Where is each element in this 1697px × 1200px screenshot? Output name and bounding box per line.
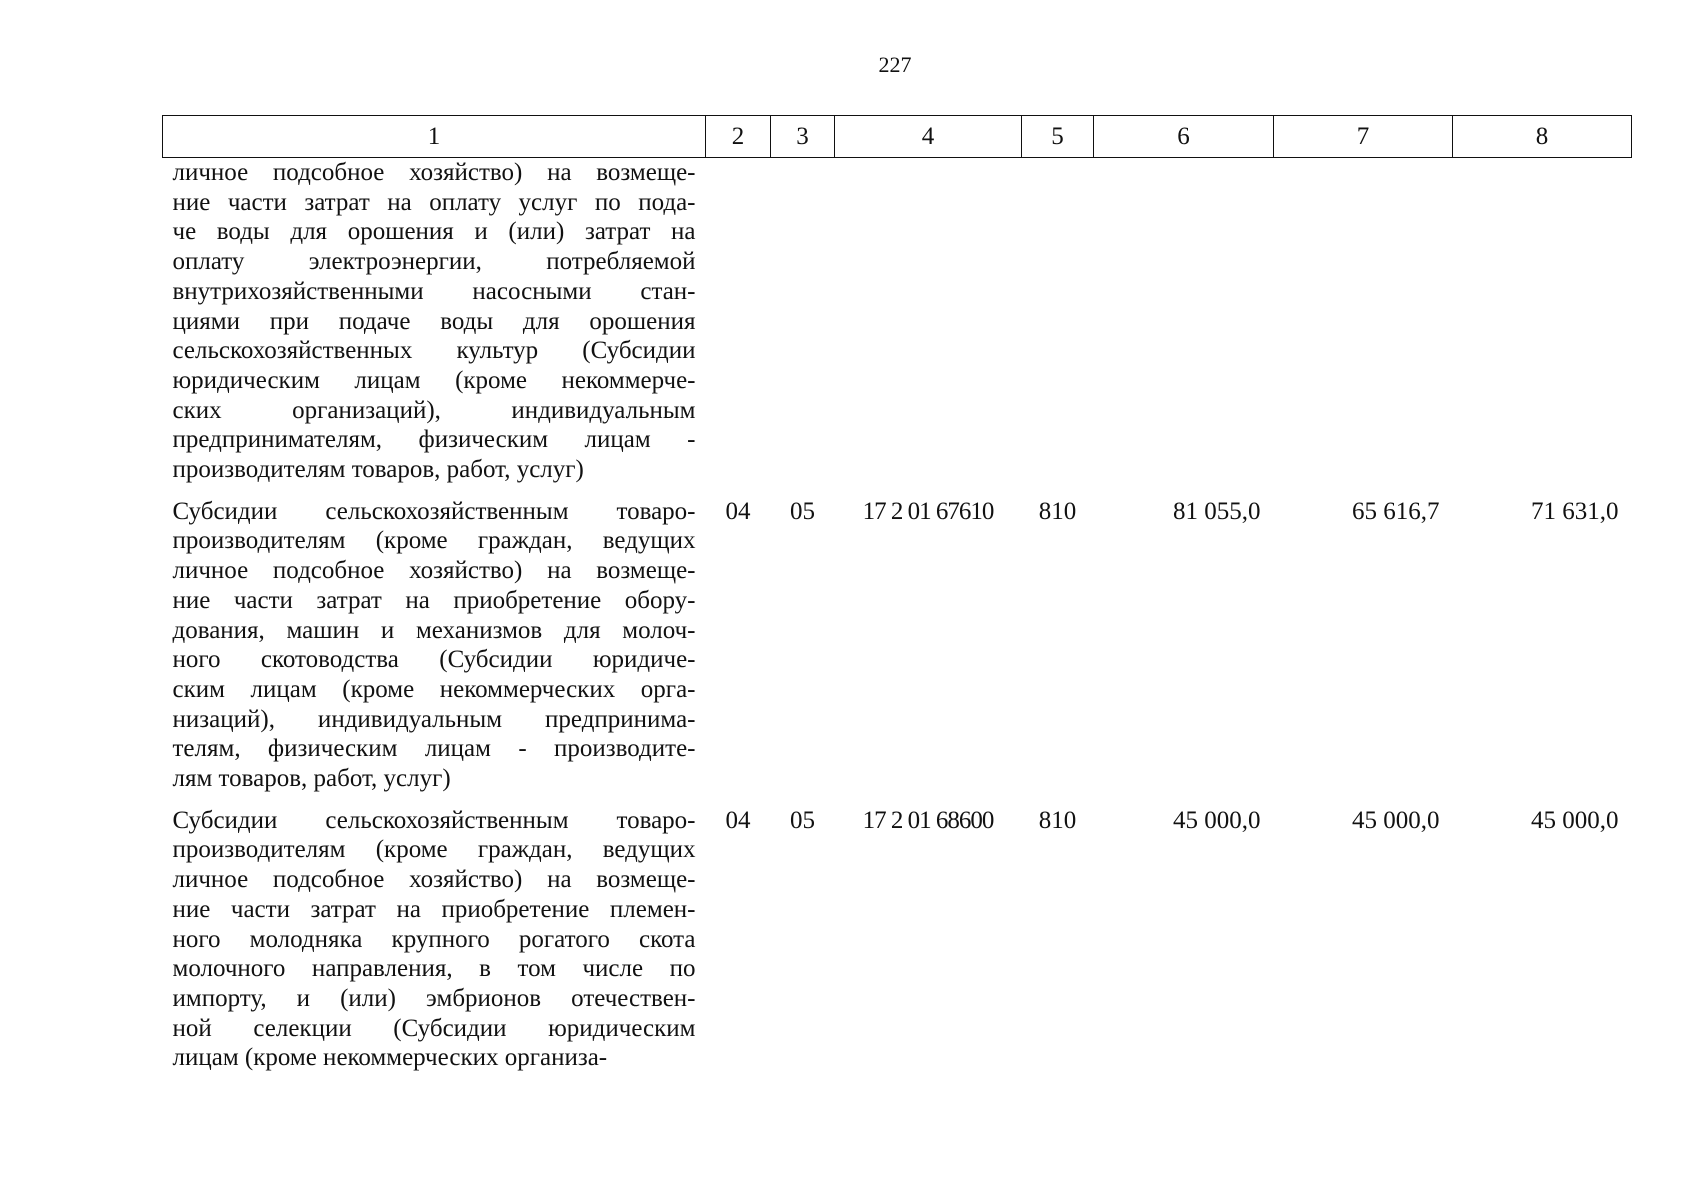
description-line: ским лицам (кроме некоммерческих орга-	[172, 675, 696, 703]
expense-type-code	[1022, 158, 1094, 485]
amount-year-2	[1274, 158, 1453, 485]
description-line: сельскохозяйственных культур (Субсидии	[172, 337, 696, 365]
subsection-code: 05	[790, 497, 815, 525]
column-header: 8	[1453, 116, 1632, 158]
table-body	[163, 158, 1632, 1074]
description-line: ние части затрат на оплату услуг по пода-	[172, 188, 696, 216]
description-line: оплату электроэнергии, потребляемой	[172, 248, 696, 276]
amount-year-1: 81 055,0	[1173, 497, 1261, 525]
section-code: 04	[725, 497, 751, 525]
column-header: 1	[163, 116, 706, 158]
description-line: молочного направления, в том числе по	[172, 955, 696, 983]
expense-type-code: 810	[1038, 806, 1077, 834]
target-article-code: 17 2 01 68600	[862, 806, 994, 834]
description-line: ной селекции (Субсидии юридическим	[172, 1014, 696, 1042]
description-line: ного скотоводства (Субсидии юридиче-	[172, 646, 696, 674]
description-line: предпринимателям, физическим лицам -	[172, 426, 696, 454]
description-line: личное подсобное хозяйство) на возмеще-	[172, 159, 696, 186]
description-line: производителям (кроме граждан, ведущих	[172, 836, 696, 864]
description-line: внутрихозяйственными насосными стан-	[172, 277, 696, 305]
description-line: ских организаций), индивидуальным	[172, 396, 696, 424]
column-header: 6	[1094, 116, 1274, 158]
amount-year-2: 65 616,7	[1352, 497, 1440, 525]
description-line: ного молодняка крупного рогатого скота	[172, 925, 696, 953]
amount-year-1: 45 000,0	[1173, 806, 1261, 834]
description-line: Субсидии сельскохозяйственным товаро-	[172, 806, 696, 834]
description-line: личное подсобное хозяйство) на возмеще-	[172, 866, 696, 894]
amount-year-3	[1453, 158, 1632, 485]
table-row	[163, 158, 1632, 485]
table-row	[163, 485, 1632, 794]
description-line: лицам (кроме некоммерческих организа-	[172, 1044, 608, 1072]
subsection-code	[771, 158, 835, 485]
description-line: циями при подаче воды для орошения	[172, 307, 696, 335]
column-header: 4	[835, 116, 1022, 158]
description-line: дования, машин и механизмов для молоч-	[172, 616, 696, 644]
subsection-code: 05	[790, 806, 815, 834]
amount-year-2: 45 000,0	[1352, 806, 1440, 834]
column-header: 3	[771, 116, 835, 158]
description-line: ние части затрат на приобретение племен-	[172, 895, 696, 923]
column-header: 5	[1022, 116, 1094, 158]
description-line: производителям (кроме граждан, ведущих	[172, 527, 696, 555]
description-line: телям, физическим лицам - производите-	[172, 735, 696, 763]
amount-year-1	[1094, 158, 1274, 485]
description-line: низаций), индивидуальным предпринима-	[172, 705, 696, 733]
row-description	[163, 794, 706, 1073]
row-description	[163, 485, 706, 794]
budget-table	[162, 115, 1632, 1073]
expense-type-code: 810	[1038, 497, 1077, 525]
description-line: юридическим лицам (кроме некоммерче-	[172, 366, 696, 394]
table-header-row	[163, 116, 1632, 158]
description-line: ние части затрат на приобретение обору-	[172, 586, 696, 614]
target-article-code	[835, 158, 1022, 485]
description-line: лям товаров, работ, услуг)	[172, 765, 451, 793]
description-line: производителям товаров, работ, услуг)	[172, 456, 584, 484]
description-line: че воды для орошения и (или) затрат на	[172, 218, 696, 246]
column-header: 7	[1274, 116, 1453, 158]
description-line: импорту, и (или) эмбрионов отечествен-	[172, 984, 696, 1012]
amount-year-3: 45 000,0	[1531, 806, 1619, 834]
target-article-code: 17 2 01 67610	[862, 497, 994, 525]
row-description	[163, 158, 706, 485]
table-row	[163, 794, 1632, 1073]
section-code: 04	[725, 806, 751, 834]
amount-year-3: 71 631,0	[1531, 497, 1619, 525]
description-line: Субсидии сельскохозяйственным товаро-	[172, 497, 696, 525]
description-line: личное подсобное хозяйство) на возмеще-	[172, 557, 696, 585]
section-code	[706, 158, 771, 485]
page-number: 227	[878, 52, 912, 77]
column-header: 2	[706, 116, 771, 158]
